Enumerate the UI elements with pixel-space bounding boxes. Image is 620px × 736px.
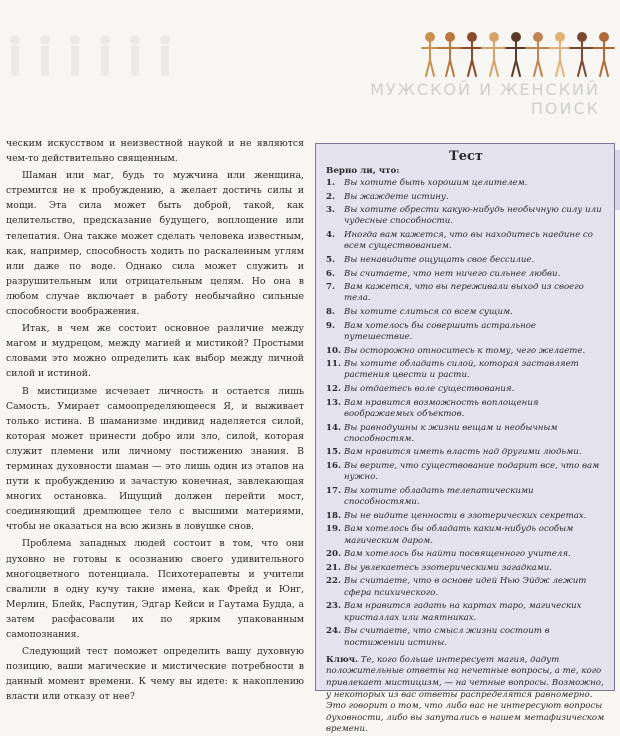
question-number: 19. bbox=[326, 524, 341, 535]
question-item bbox=[326, 346, 606, 357]
question-item bbox=[326, 359, 606, 382]
question-item bbox=[326, 205, 606, 228]
question-text: Вы равнодушны к жизни вещам и необычным способностям. bbox=[344, 422, 558, 444]
paragraph: ческим искусством и неизвестной наукой и не являются чем-то действительно священным. bbox=[6, 138, 304, 165]
question-number: 18. bbox=[326, 510, 341, 521]
question-text: Вы жаждете истину. bbox=[344, 191, 449, 202]
question-text: Вы хотите обладать телепатическими способностями. bbox=[344, 485, 534, 508]
question-number: 7. bbox=[326, 282, 335, 293]
question-item bbox=[326, 626, 606, 649]
question-number: 14. bbox=[326, 422, 341, 433]
question-item bbox=[326, 549, 606, 560]
question-text: Вы осторожно относитесь к тому, чего желаете. bbox=[344, 345, 586, 356]
question-text: Вы считаете, что смысл жизни состоит в постижении истины. bbox=[344, 626, 550, 648]
question-text: Вам кажется, что вы переживали выход из своего тела. bbox=[344, 282, 584, 304]
question-text: Вы ненавидите ощущать свое бессилие. bbox=[344, 254, 535, 265]
question-number: 15. bbox=[326, 447, 341, 458]
question-number: 21. bbox=[326, 562, 341, 573]
question-list bbox=[326, 178, 606, 649]
question-item bbox=[326, 230, 606, 253]
question-item bbox=[326, 524, 606, 547]
question-number: 10. bbox=[326, 345, 341, 356]
question-item bbox=[326, 461, 606, 484]
paragraph: Следующий тест поможет определить вашу духовную позицию, ваши магические и мистические потребности в данный момент времени. К чему вы идете: к накоплению власти или отказу от нее? bbox=[6, 646, 304, 703]
faded-figures-icon bbox=[0, 30, 200, 90]
question-number: 2. bbox=[326, 191, 335, 202]
question-text: Вы отдаетесь воле существования. bbox=[344, 384, 515, 395]
question-text: Вы хотите слиться со всем сущим. bbox=[344, 307, 513, 318]
question-number: 16. bbox=[326, 460, 341, 471]
question-number: 22. bbox=[326, 576, 341, 587]
question-text: Вам хотелось бы совершить астральное путешествие. bbox=[344, 320, 536, 342]
question-item bbox=[326, 384, 606, 395]
question-number: 4. bbox=[326, 230, 335, 241]
question-item bbox=[326, 601, 606, 624]
question-number: 1. bbox=[326, 178, 335, 188]
question-number: 23. bbox=[326, 601, 341, 612]
question-number: 17. bbox=[326, 485, 341, 496]
paragraph: Проблема западных людей состоит в том, что они духовно не готовы к осознанию своего удивительного многоцветного потенциала. Психотерапевты и учители свалили в одну кучу такие имена, как Фрейд и Юнг, Мерлин, Блейк, Распутин, Эдгар Кейси и Гаутама Будда, а затем расфасовали их по ярким упакованным самопознания. bbox=[6, 538, 304, 640]
question-item bbox=[326, 269, 606, 280]
paragraph: Шаман или маг, будь то мужчина или женщина, стремится не к пробуждению, а желает достичь силы и мощи. Эта сила может быть доброй, такой, как целительство, предсказание будущего, воплощение или телепатия. Она также может сделать человека известным, как, например, способность ходить по раскаленным углям или даже по воде. Однако сила может служить и разрушительным или отрицательным целям. Но она в любом случае включает в работу необычайно сильные способности воображения. bbox=[6, 170, 304, 318]
question-text: Вы хотите быть хорошим целителем. bbox=[344, 178, 528, 188]
question-text: Вы увлекаетесь эзотерическими загадками. bbox=[344, 562, 553, 573]
question-text: Вам нравится иметь власть над другими людьми. bbox=[344, 447, 582, 458]
question-item bbox=[326, 178, 606, 189]
question-item bbox=[326, 398, 606, 421]
question-item bbox=[326, 563, 606, 574]
question-number: 9. bbox=[326, 320, 335, 331]
question-item bbox=[326, 511, 606, 522]
question-number: 12. bbox=[326, 384, 341, 395]
key-label: Ключ. bbox=[326, 654, 358, 665]
question-text: Вы считаете, что нет ничего сильнее любви. bbox=[344, 268, 561, 279]
question-number: 8. bbox=[326, 307, 335, 318]
question-item bbox=[326, 307, 606, 318]
question-number: 20. bbox=[326, 549, 341, 560]
question-item bbox=[326, 255, 606, 266]
question-text: Вам хотелось бы обладать каким-нибудь особым магическим даром. bbox=[344, 524, 574, 546]
question-item bbox=[326, 321, 606, 344]
question-number: 6. bbox=[326, 268, 335, 279]
question-text: Вы хотите обрести какую-нибудь необычную силу или чудесные способности. bbox=[344, 205, 602, 227]
test-title: Тест bbox=[449, 149, 483, 164]
test-lead: Верно ли, что: bbox=[326, 166, 400, 176]
question-item bbox=[326, 576, 606, 599]
paragraph: В мистицизме исчезает личность и остается лишь Самость. Умирает самоопределяющееся Я, и выживает только истина. В шаманизме индивид наделяется силой, которая может принести добро или зло, силой, которая служит племени или личному постижению знания. В терминах духовности шаман — это лишь один из этапов на пути к пробуждению и зачастую конечная, завлекающая многих остановка. Ищущий должен перейти мост, соединяющий дремлющее тело с высшими материями, чтобы не оказаться на всю жизнь в ловушке снов. bbox=[6, 385, 304, 533]
question-text: Вам нравится гадать на картах таро, магических кристаллах или маятниках. bbox=[344, 601, 582, 623]
question-text: Вы считаете, что в основе идей Нью Эйдж лежит сфера психического. bbox=[344, 576, 587, 598]
main-article bbox=[6, 136, 304, 706]
question-item bbox=[326, 192, 606, 203]
row-of-people-figures-icon bbox=[420, 30, 615, 80]
key-text: Те, кого больше интересует магия, дадут положительные ответы на нечетные вопросы, а те, кого привлекает мистицизм, — на четные вопросы. Возможно, у некоторых из вас ответы распределятся равномерно. Это говорит о том, что либо вас не интересуют вопросы духовности, либо вы запутались в нашем метафизическом времени. bbox=[326, 654, 605, 735]
question-number: 5. bbox=[326, 254, 335, 265]
question-text: Вы хотите обладать силой, которая заставляет растения цвести и расти. bbox=[344, 359, 579, 381]
question-number: 24. bbox=[326, 626, 341, 637]
question-number: 13. bbox=[326, 397, 341, 408]
question-text: Вам нравится возможность воплощения воображаемых объектов. bbox=[344, 397, 539, 419]
paragraph: Итак, в чем же состоит основное различие между магом и мудрецом, между магией и мистикой? Простыми словами это можно определить как выбор между личной силой и истиной. bbox=[6, 323, 304, 380]
question-text: Вы верите, что существование подарит все, что вам нужно. bbox=[344, 460, 600, 483]
test-box bbox=[315, 143, 615, 735]
question-item bbox=[326, 447, 606, 458]
question-item bbox=[326, 282, 606, 305]
answer-key bbox=[326, 655, 606, 736]
question-item bbox=[326, 423, 606, 446]
question-text: Иногда вам кажется, что вы находитесь наедине со всем существованием. bbox=[344, 230, 593, 252]
question-text: Вы не видите ценности в эзотерических секретах. bbox=[344, 510, 587, 521]
question-number: 11. bbox=[326, 359, 341, 370]
question-text: Вам хотелось бы найти посвященного учителя. bbox=[344, 549, 571, 560]
question-item bbox=[326, 486, 606, 509]
page-header bbox=[0, 0, 620, 120]
section-title: МУЖСКОЙ И ЖЕНСКИЙ ПОИСК bbox=[370, 80, 600, 118]
question-number: 3. bbox=[326, 205, 335, 216]
